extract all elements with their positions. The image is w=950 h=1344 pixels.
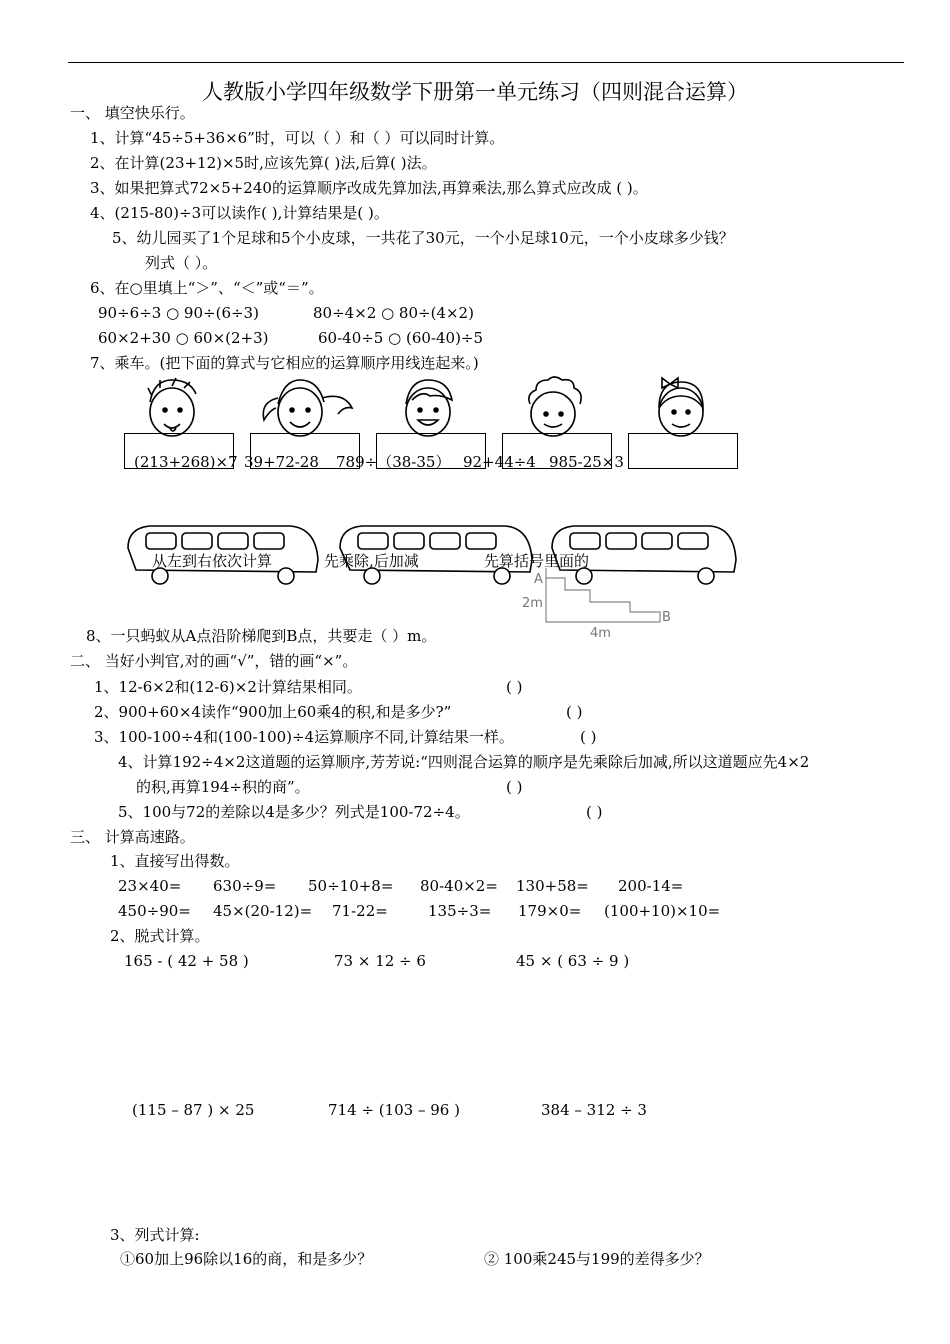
s2-q3: 3、100-100÷4和(100-100)÷4运算顺序不同,计算结果一样。: [94, 728, 514, 746]
calc-r1-4: 80-40×2=: [420, 877, 498, 895]
section-3-heading: 三、 计算高速路。: [70, 828, 195, 846]
s1-q5: 5、幼儿园买了1个足球和5个小皮球，一共花了30元，一个小足球10元，一个小皮球多少钱？: [112, 229, 734, 247]
s1-q6b: 80÷4×2 ○ 80÷(4×2): [313, 304, 474, 322]
step-calc-1: 165 - ( 42 + 58 ): [124, 952, 249, 970]
calc-r2-5: 179×0=: [518, 902, 582, 920]
s1-q4: 4、(215-80)÷3可以读作( ),计算结果是( )。: [90, 204, 389, 222]
s2-q4: 4、计算192÷4×2这道题的运算顺序,芳芳说:“四则混合运算的顺序是先乘除后加减,所以这道题应先4×2: [118, 753, 810, 771]
s2-q3-paren: ( ): [580, 728, 597, 746]
step-calc-6: 384 – 312 ÷ 3: [541, 1101, 647, 1119]
s1-q1: 1、计算“45÷5+36×6”时，可以（ ）和（ ）可以同时计算。: [90, 129, 505, 147]
s3-part3: 3、列式计算:: [110, 1226, 200, 1244]
step-calc-3: 45 × ( 63 ÷ 9 ): [516, 952, 630, 970]
s2-q5-paren: ( ): [586, 803, 603, 821]
calc-r2-4: 135÷3=: [428, 902, 492, 920]
expr-1: (213+268)×7: [134, 453, 238, 471]
expr-5: 985-25×3: [549, 453, 624, 471]
expr-3: 789÷（38-35）: [336, 453, 451, 471]
s2-q1: 1、12-6×2和(12-6)×2计算结果相同。: [94, 678, 362, 696]
calc-r1-1: 23×40=: [118, 877, 182, 895]
bus-3-label: 先算括号里面的: [484, 552, 590, 570]
calc-r1-5: 130+58=: [516, 877, 589, 895]
calc-r1-2: 630÷9=: [213, 877, 277, 895]
s1-q8: 8、一只蚂蚁从A点沿阶梯爬到B点，共要走（ ）m。: [86, 627, 437, 645]
calc-r2-2: 45×(20-12)=: [213, 902, 313, 920]
s1-q6a: 90÷6÷3 ○ 90÷(6÷3): [98, 304, 259, 322]
calc-r2-3: 71-22=: [332, 902, 388, 920]
stairs-width: 4m: [590, 626, 611, 641]
s1-q2: 2、在计算(23+12)×5时,应该先算( )法,后算( )法。: [90, 154, 437, 172]
s2-q4-cont: 的积,再算194÷积的商”。: [136, 778, 310, 796]
s2-q5: 5、100与72的差除以4是多少？列式是100-72÷4。: [118, 803, 470, 821]
step-calc-4: (115 – 87 ) × 25: [132, 1101, 255, 1119]
s1-q6c: 60×2+30 ○ 60×(2+3): [98, 329, 269, 347]
stairs-height: 2m: [522, 596, 543, 611]
bus-2-label: 先乘除,后加减: [324, 552, 419, 570]
bus-1-label: 从左到右依次计算: [152, 552, 273, 570]
stairs-diagram: [546, 568, 660, 622]
s2-q4-paren: ( ): [506, 778, 523, 796]
calc-r2-1: 450÷90=: [118, 902, 191, 920]
s3-part2: 2、脱式计算。: [110, 927, 210, 945]
stairs-point-b: B: [662, 610, 671, 625]
calc-r1-6: 200-14=: [618, 877, 684, 895]
calc-r2-6: (100+10)×10=: [604, 902, 721, 920]
section-1-heading: 一、 填空快乐行。: [70, 104, 195, 122]
s1-q7: 7、乘车。(把下面的算式与它相应的运算顺序用线连起来。): [90, 354, 479, 372]
expr-4: 92+44÷4: [463, 453, 536, 471]
word-problem-2: ② 100乘245与199的差得多少？: [484, 1250, 710, 1268]
s2-q2-paren: ( ): [566, 703, 583, 721]
s1-q5-formula: 列式（ ）。: [145, 254, 218, 272]
s1-q6: 6、在○里填上“＞”、“＜”或“＝”。: [90, 279, 324, 297]
page-title: 人教版小学四年级数学下册第一单元练习（四则混合运算）: [202, 80, 748, 104]
step-calc-5: 714 ÷ (103 – 96 ): [328, 1101, 460, 1119]
s1-q3: 3、如果把算式72×5+240的运算顺序改成先算加法,再算乘法,那么算式应改成 ( )。: [90, 179, 648, 197]
step-calc-2: 73 × 12 ÷ 6: [334, 952, 426, 970]
section-2-heading: 二、 当好小判官,对的画“√”，错的画“×”。: [70, 652, 358, 670]
s2-q1-paren: ( ): [506, 678, 523, 696]
expr-2: 39+72-28: [244, 453, 319, 471]
word-problem-1: ①60加上96除以16的商，和是多少？: [120, 1250, 373, 1268]
s1-q6d: 60-40÷5 ○ (60-40)÷5: [318, 329, 484, 347]
s2-q2: 2、900+60×4读作“900加上60乘4的积,和是多少?”: [94, 703, 452, 721]
calc-r1-3: 50÷10+8=: [308, 877, 394, 895]
stairs-point-a: A: [534, 572, 543, 587]
s3-part1: 1、直接写出得数。: [110, 852, 240, 870]
